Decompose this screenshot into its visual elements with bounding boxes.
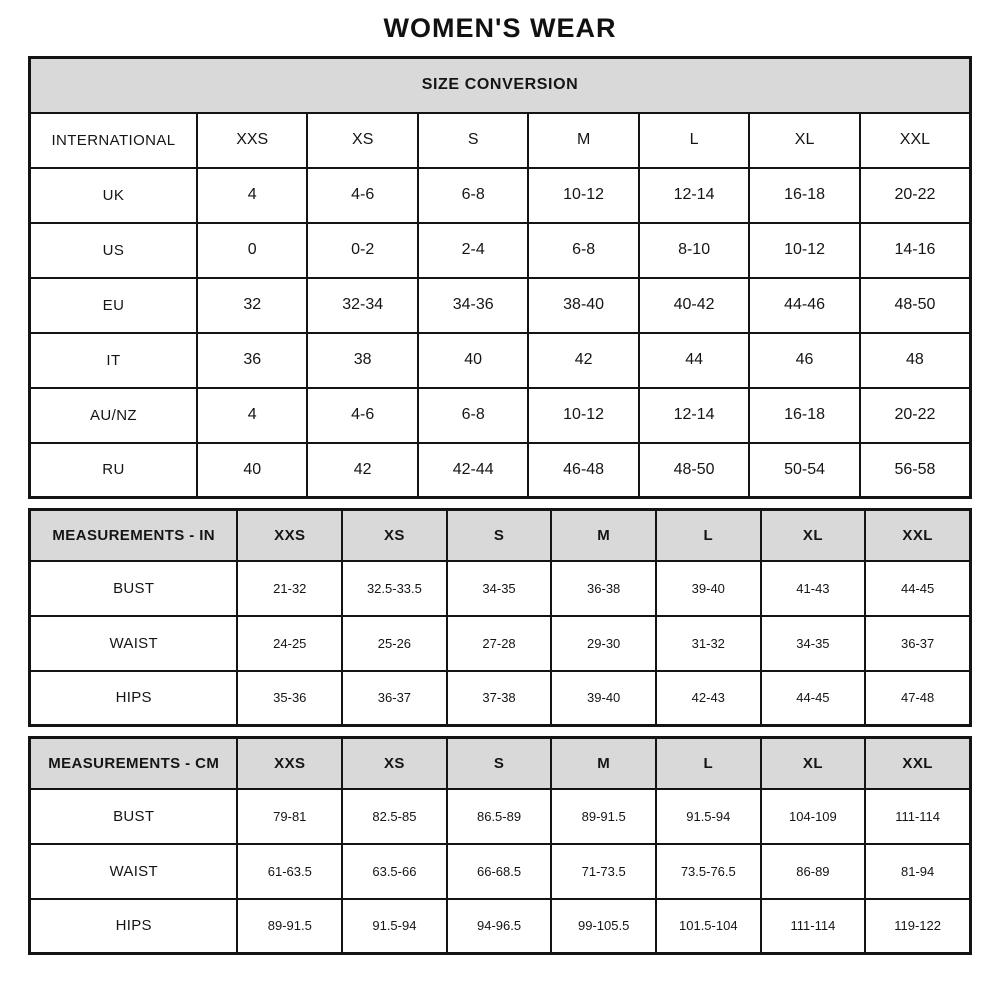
- column-header-size: M: [551, 510, 656, 561]
- column-header-measurements-cm: MEASUREMENTS - CM: [30, 738, 238, 789]
- column-header-size: XL: [761, 510, 866, 561]
- table-row: [30, 844, 971, 899]
- size-value: 10-12: [528, 388, 638, 443]
- column-header-size: XL: [761, 738, 866, 789]
- table-row: [30, 616, 971, 671]
- size-value: 2-4: [418, 223, 528, 278]
- measurement-value: 89-91.5: [237, 899, 342, 954]
- measurement-value: 86.5-89: [447, 789, 552, 844]
- size-value: 10-12: [528, 168, 638, 223]
- measurement-value: 81-94: [865, 844, 970, 899]
- measurement-value: 79-81: [237, 789, 342, 844]
- table-row: [30, 388, 971, 443]
- size-value: 6-8: [418, 388, 528, 443]
- measurement-value: 47-48: [865, 671, 970, 726]
- size-value: 16-18: [749, 388, 859, 443]
- measurement-value: 34-35: [761, 616, 866, 671]
- measurement-value: 61-63.5: [237, 844, 342, 899]
- measurement-value: 36-37: [342, 671, 447, 726]
- size-value: 40: [197, 443, 307, 498]
- size-value: 14-16: [860, 223, 971, 278]
- column-header-size: M: [528, 113, 638, 168]
- column-header-size: L: [656, 738, 761, 789]
- size-value: 8-10: [639, 223, 749, 278]
- measurement-value: 37-38: [447, 671, 552, 726]
- measurement-value: 36-37: [865, 616, 970, 671]
- measurement-value: 91.5-94: [342, 899, 447, 954]
- table-row: [30, 443, 971, 498]
- measurement-value: 24-25: [237, 616, 342, 671]
- size-value: 10-12: [749, 223, 859, 278]
- size-value: 48: [860, 333, 971, 388]
- measurement-value: 34-35: [447, 561, 552, 616]
- size-value: 48-50: [860, 278, 971, 333]
- measurement-value: 21-32: [237, 561, 342, 616]
- column-header-size: XXL: [865, 738, 970, 789]
- table-row: [30, 113, 971, 168]
- table-row: [30, 58, 971, 113]
- column-header-measurements-in: MEASUREMENTS - IN: [30, 510, 238, 561]
- size-value: 40-42: [639, 278, 749, 333]
- size-value: 16-18: [749, 168, 859, 223]
- measurement-value: 119-122: [865, 899, 970, 954]
- measurement-value: 44-45: [865, 561, 970, 616]
- size-value: 32-34: [307, 278, 417, 333]
- column-header-size: XXS: [237, 510, 342, 561]
- column-header-size: XS: [307, 113, 417, 168]
- size-value: 0-2: [307, 223, 417, 278]
- measurement-value: 86-89: [761, 844, 866, 899]
- measurement-value: 25-26: [342, 616, 447, 671]
- measurement-value: 39-40: [551, 671, 656, 726]
- table-row: [30, 168, 971, 223]
- row-label: HIPS: [30, 671, 238, 726]
- measurement-value: 82.5-85: [342, 789, 447, 844]
- measurement-value: 66-68.5: [447, 844, 552, 899]
- column-header-size: XL: [749, 113, 859, 168]
- measurement-value: 89-91.5: [551, 789, 656, 844]
- measurement-value: 101.5-104: [656, 899, 761, 954]
- size-value: 46-48: [528, 443, 638, 498]
- table-row: [30, 223, 971, 278]
- table-row: [30, 738, 971, 789]
- size-value: 34-36: [418, 278, 528, 333]
- column-header-size: XXL: [860, 113, 971, 168]
- size-value: 48-50: [639, 443, 749, 498]
- size-value: 12-14: [639, 388, 749, 443]
- size-value: 56-58: [860, 443, 971, 498]
- size-conversion-table: [28, 56, 972, 499]
- column-header-size: XXS: [197, 113, 307, 168]
- table-row: [30, 278, 971, 333]
- measurement-value: 36-38: [551, 561, 656, 616]
- measurement-value: 63.5-66: [342, 844, 447, 899]
- column-header-size: M: [551, 738, 656, 789]
- measurement-value: 41-43: [761, 561, 866, 616]
- table-row: [30, 789, 971, 844]
- measurement-value: 104-109: [761, 789, 866, 844]
- column-header-size: L: [639, 113, 749, 168]
- size-value: 44: [639, 333, 749, 388]
- size-value: 6-8: [528, 223, 638, 278]
- row-label: US: [30, 223, 197, 278]
- table-row: [30, 333, 971, 388]
- size-value: 46: [749, 333, 859, 388]
- measurement-value: 71-73.5: [551, 844, 656, 899]
- measurement-value: 44-45: [761, 671, 866, 726]
- row-label: WAIST: [30, 844, 238, 899]
- measurement-value: 91.5-94: [656, 789, 761, 844]
- measurement-value: 32.5-33.5: [342, 561, 447, 616]
- measurements-in-table: [28, 508, 972, 727]
- size-value: 6-8: [418, 168, 528, 223]
- row-label: IT: [30, 333, 197, 388]
- column-header-size: XXL: [865, 510, 970, 561]
- measurement-value: 73.5-76.5: [656, 844, 761, 899]
- size-value: 0: [197, 223, 307, 278]
- measurements-cm-table: [28, 736, 972, 955]
- size-value: 42: [307, 443, 417, 498]
- measurement-value: 111-114: [761, 899, 866, 954]
- size-value: 38-40: [528, 278, 638, 333]
- size-value: 36: [197, 333, 307, 388]
- row-label: BUST: [30, 561, 238, 616]
- page-title: WOMEN'S WEAR: [383, 13, 617, 43]
- size-value: 4-6: [307, 168, 417, 223]
- size-value: 12-14: [639, 168, 749, 223]
- measurement-value: 31-32: [656, 616, 761, 671]
- row-label: BUST: [30, 789, 238, 844]
- column-header-size: XS: [342, 510, 447, 561]
- column-header-size: XS: [342, 738, 447, 789]
- size-value: 4: [197, 388, 307, 443]
- measurement-value: 42-43: [656, 671, 761, 726]
- column-header-international: INTERNATIONAL: [30, 113, 197, 168]
- size-value: 4-6: [307, 388, 417, 443]
- measurement-value: 94-96.5: [447, 899, 552, 954]
- row-label: HIPS: [30, 899, 238, 954]
- size-value: 42-44: [418, 443, 528, 498]
- size-value: 32: [197, 278, 307, 333]
- column-header-size: S: [447, 510, 552, 561]
- column-header-size: XXS: [237, 738, 342, 789]
- table-row: [30, 510, 971, 561]
- row-label: UK: [30, 168, 197, 223]
- measurement-value: 39-40: [656, 561, 761, 616]
- row-label: EU: [30, 278, 197, 333]
- size-value: 50-54: [749, 443, 859, 498]
- size-value: 44-46: [749, 278, 859, 333]
- size-value: 40: [418, 333, 528, 388]
- table-row: [30, 561, 971, 616]
- measurement-value: 35-36: [237, 671, 342, 726]
- size-conversion-title: SIZE CONVERSION: [30, 58, 971, 113]
- measurement-value: 111-114: [865, 789, 970, 844]
- measurement-value: 29-30: [551, 616, 656, 671]
- size-value: 20-22: [860, 168, 971, 223]
- table-row: [30, 899, 971, 954]
- row-label: WAIST: [30, 616, 238, 671]
- column-header-size: L: [656, 510, 761, 561]
- column-header-size: S: [418, 113, 528, 168]
- size-value: 20-22: [860, 388, 971, 443]
- size-value: 38: [307, 333, 417, 388]
- table-row: [30, 671, 971, 726]
- measurement-value: 27-28: [447, 616, 552, 671]
- row-label: AU/NZ: [30, 388, 197, 443]
- measurement-value: 99-105.5: [551, 899, 656, 954]
- size-value: 42: [528, 333, 638, 388]
- row-label: RU: [30, 443, 197, 498]
- column-header-size: S: [447, 738, 552, 789]
- size-value: 4: [197, 168, 307, 223]
